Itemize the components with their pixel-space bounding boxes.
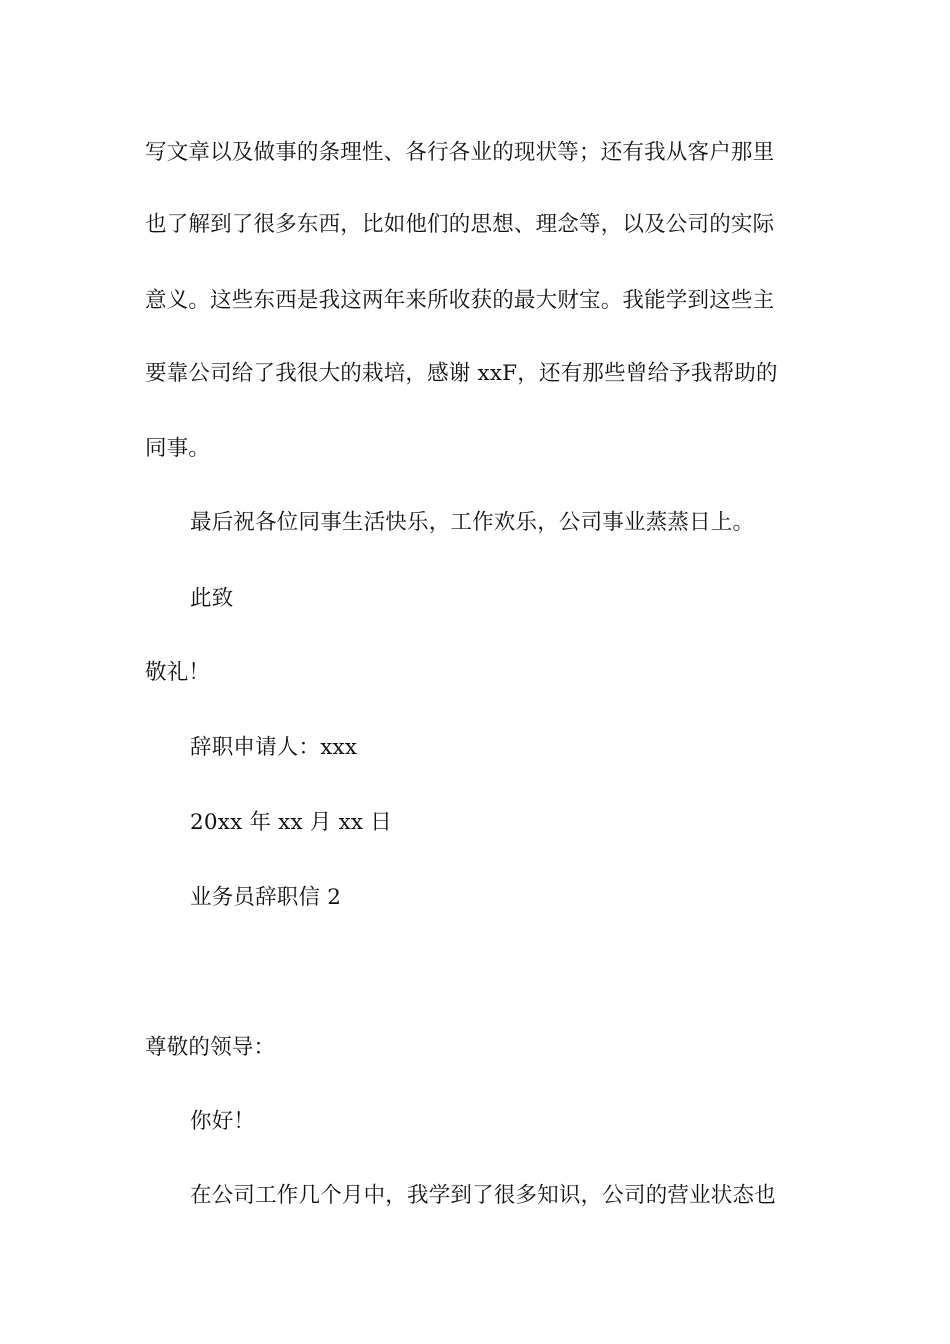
- greeting: 你好！: [190, 1109, 256, 1134]
- salutation: 尊敬的领导：: [145, 1035, 276, 1060]
- signer-line: 辞职申请人：xxx: [190, 735, 358, 760]
- body-text-line: 同事。: [145, 436, 211, 461]
- section-title: 业务员辞职信 2: [190, 885, 342, 910]
- closing-phrase: 此致: [190, 586, 234, 611]
- closing-salute: 敬礼！: [145, 660, 211, 685]
- date-line: 20xx 年 xx 月 xx 日: [190, 810, 392, 835]
- body-text-line: 要靠公司给了我很大的栽培，感谢 xxF，还有那些曾给予我帮助的: [145, 361, 778, 386]
- body-text-line: 意义。这些东西是我这两年来所收获的最大财宝。我能学到这些主: [145, 288, 775, 313]
- closing-wish: 最后祝各位同事生活快乐，工作欢乐，公司事业蒸蒸日上。: [190, 510, 755, 535]
- body-text-line: 写文章以及做事的条理性、各行各业的现状等；还有我从客户那里: [145, 140, 775, 165]
- body-text-line: 在公司工作几个月中，我学到了很多知识，公司的营业状态也: [190, 1183, 776, 1208]
- body-text-line: 也了解到了很多东西，比如他们的思想、理念等，以及公司的实际: [145, 212, 775, 237]
